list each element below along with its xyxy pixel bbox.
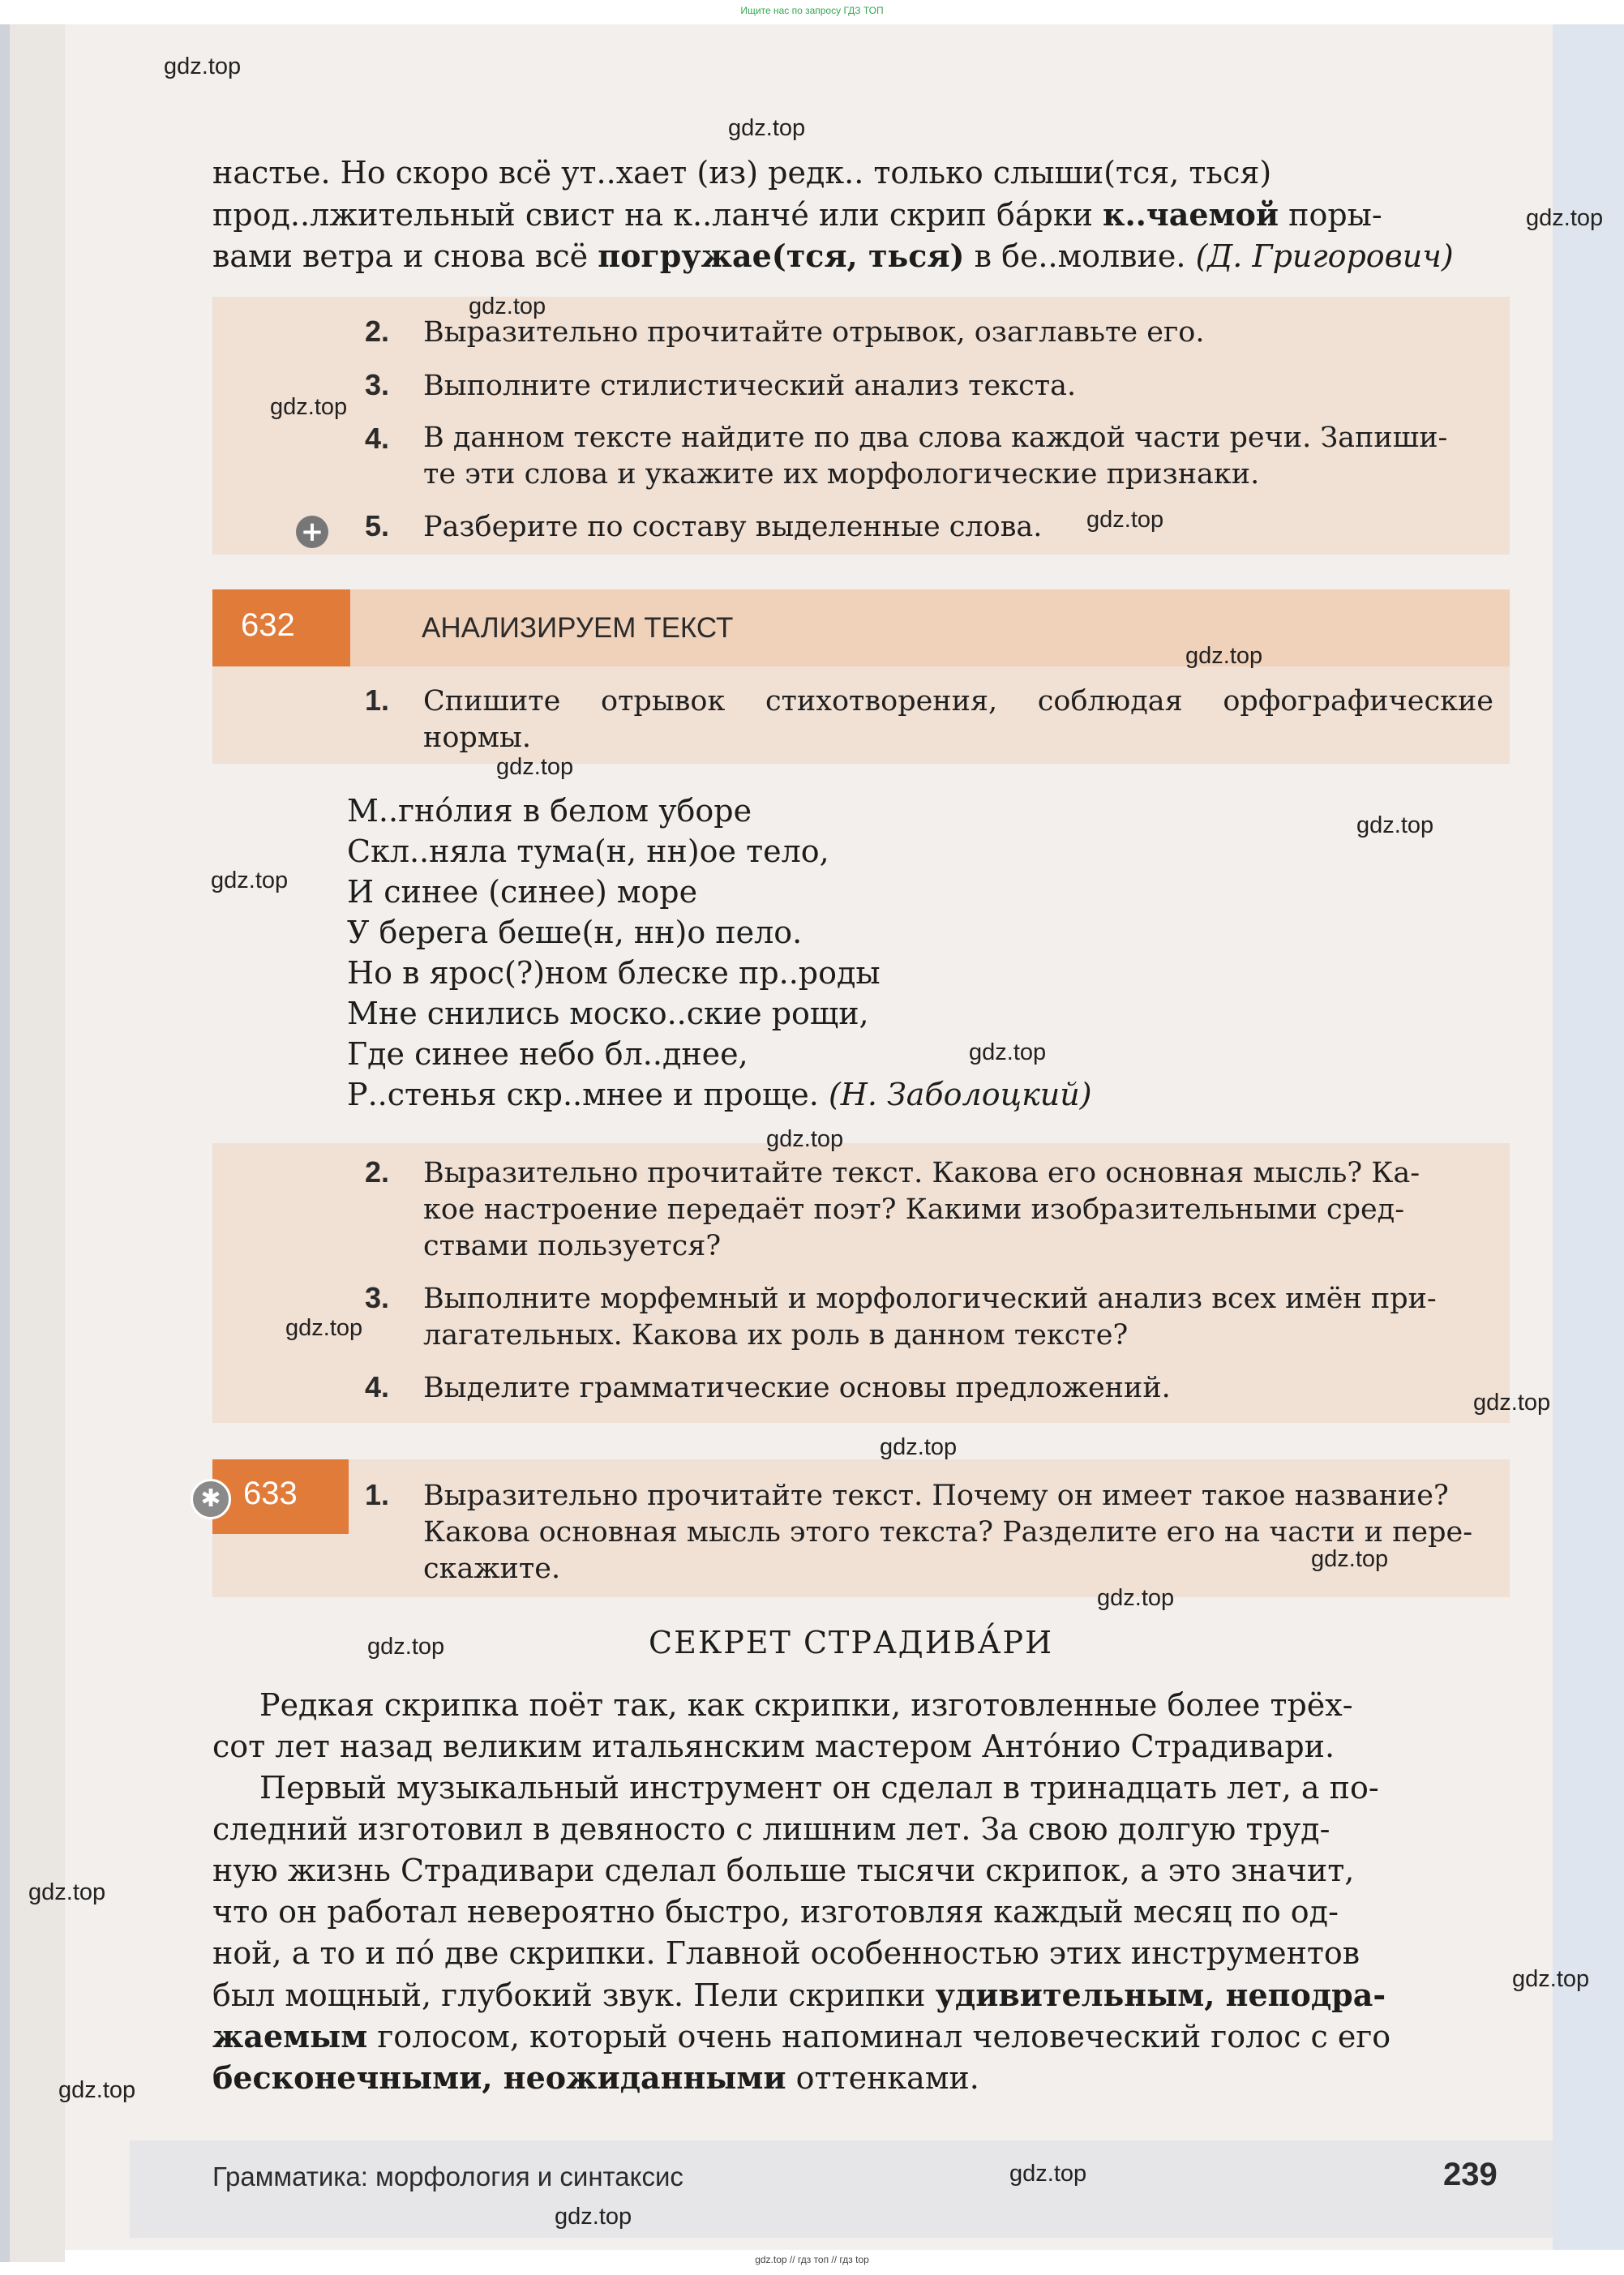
exercise-632-number: 632: [241, 607, 295, 643]
story-para2-line8: бесконечными, неожиданными оттенками.: [212, 2059, 979, 2096]
task-number: 1.: [365, 683, 390, 717]
watermark: gdz.top: [1526, 205, 1604, 231]
poem-line: Мне снились моско..ские рощи,: [347, 996, 869, 1031]
task-number: 4.: [365, 1370, 390, 1403]
bold-word: жаемым: [212, 2018, 368, 2054]
task-text: нормы.: [423, 722, 532, 754]
watermark: gdz.top: [1086, 507, 1164, 533]
task-text: Выполните стилистический анализ текста.: [423, 370, 1077, 402]
author: (Н. Заболоцкий): [828, 1077, 1092, 1112]
story-para1-line1: Редкая скрипка поёт так, как скрипки, изготовленные более трёх-: [259, 1687, 1353, 1723]
top-banner[interactable]: Ищите нас по запросу ГДЗ ТОП: [740, 5, 884, 16]
exercise-632-number-box: [212, 589, 350, 666]
watermark: gdz.top: [555, 2204, 632, 2230]
task-text: Выделите грамматические основы предложений.: [423, 1372, 1171, 1404]
exercise-633-number: 633: [243, 1476, 298, 1511]
task-text: кое настроение передаёт поэт? Какими изобразительными сред-: [423, 1193, 1405, 1226]
task-text: Какова основная мысль этого текста? Разделите его на части и пере-: [423, 1516, 1473, 1549]
task-text: те эти слова и укажите их морфологические признаки.: [423, 458, 1260, 491]
watermark: gdz.top: [1311, 1546, 1389, 1572]
bottom-banner: gdz.top // гдз топ // гдз top: [755, 2254, 869, 2265]
watermark: gdz.top: [469, 293, 546, 319]
poem-line: Скл..няла тума(н, нн)ое тело,: [347, 833, 829, 869]
watermark: gdz.top: [496, 754, 574, 780]
story-para2-line1: Первый музыкальный инструмент он сделал в тринадцать лет, а по-: [259, 1770, 1379, 1806]
poem-line: Но в ярос(?)ном блеске пр..роды: [347, 955, 881, 991]
plus-circle-icon: +: [296, 516, 328, 548]
story-para2-line5: ной, а то и по́ две скрипки. Главной особенностью этих инструментов: [212, 1935, 1360, 1971]
watermark: gdz.top: [164, 54, 242, 79]
task-number: 5.: [365, 509, 390, 542]
story-para2-line3: ную жизнь Страдивари сделал больше тысячи скрипок, а это значит,: [212, 1853, 1355, 1888]
watermark: gdz.top: [1512, 1966, 1590, 1992]
task-number: 4.: [365, 422, 390, 455]
watermark: gdz.top: [28, 1879, 106, 1905]
poem-line: М..гно́лия в белом уборе: [347, 793, 752, 829]
task-number: 3.: [365, 368, 390, 401]
watermark: gdz.top: [1473, 1390, 1551, 1416]
left-margin: [0, 24, 65, 2262]
watermark: gdz.top: [270, 394, 348, 420]
story-para2-line2: следний изготовил в девяносто с лишним лет. За свою долгую труд-: [212, 1811, 1330, 1847]
task-text: лагательных. Какова их роль в данном тексте?: [423, 1319, 1129, 1352]
task-text: Выразительно прочитайте текст. Почему он имеет такое название?: [423, 1480, 1449, 1512]
poem-line-last: Р..стенья скр..мнее и проще. (Н. Заболоцкий): [347, 1077, 1092, 1112]
task-number: 2.: [365, 315, 390, 348]
watermark: gdz.top: [285, 1315, 363, 1341]
watermark: gdz.top: [969, 1039, 1047, 1065]
watermark: gdz.top: [1097, 1585, 1175, 1611]
task-text: Спишите отрывок стихотворения, соблюдая орфографические: [423, 685, 1493, 718]
bold-word: к..чаемой: [1103, 196, 1279, 233]
story-para1-line2: сот лет назад великим итальянским мастером Анто́нио Страдивари.: [212, 1729, 1335, 1764]
page-number: 239: [1443, 2157, 1498, 2192]
story-para2-line4: что он работал невероятно быстро, изготовляя каждый месяц по од-: [212, 1894, 1339, 1930]
bold-word: погружае(тся, ться): [598, 238, 965, 274]
watermark: gdz.top: [728, 115, 806, 141]
story-para2-line6: был мощный, глубокий звук. Пели скрипки удивительным, неподра-: [212, 1977, 1386, 2013]
watermark: gdz.top: [880, 1434, 958, 1460]
task-number: 2.: [365, 1155, 390, 1189]
task-number: 1.: [365, 1478, 390, 1511]
task-text: скажите.: [423, 1553, 561, 1585]
watermark: gdz.top: [1356, 812, 1434, 838]
task-text: В данном тексте найдите по два слова каждой части речи. Запиши-: [423, 422, 1448, 454]
intro-line-1: настье. Но скоро всё ут..хает (из) редк.. только слыши(тся, ться): [212, 155, 1272, 191]
story-title: СЕКРЕТ СТРАДИВА́РИ: [649, 1625, 1054, 1660]
watermark: gdz.top: [1185, 643, 1263, 669]
watermark: gdz.top: [766, 1126, 844, 1152]
watermark: gdz.top: [58, 2077, 136, 2103]
right-shade: [1553, 24, 1624, 2250]
exercise-632-title: АНАЛИЗИРУЕМ ТЕКСТ: [422, 612, 734, 644]
bold-word: удивительным, неподра-: [935, 1977, 1386, 2013]
poem-line: И синее (синее) море: [347, 874, 698, 910]
intro-line-3: вами ветра и снова всё погружае(тся, ться) в бе..молвие. (Д. Григорович): [212, 238, 1454, 274]
poem-line: У берега беше(н, нн)о пело.: [347, 915, 803, 950]
task-text: Выразительно прочитайте текст. Какова его основная мысль? Ка-: [423, 1157, 1420, 1189]
exercise-632-header: [212, 589, 1510, 666]
bold-word: бесконечными, неожиданными: [212, 2059, 786, 2096]
task-text: ствами пользуется?: [423, 1230, 722, 1262]
task-number: 3.: [365, 1281, 390, 1314]
asterisk-circle-icon: ✱: [191, 1479, 231, 1519]
watermark: gdz.top: [1009, 2161, 1087, 2187]
author: (Д. Григорович): [1195, 238, 1454, 274]
task-text: Разберите по составу выделенные слова.: [423, 511, 1043, 543]
footer-section-title: Грамматика: морфология и синтаксис: [212, 2161, 683, 2191]
intro-line-2: прод..лжительный свист на к..ланче́ или скрип ба́рки к..чаемой поры-: [212, 196, 1382, 233]
watermark: gdz.top: [211, 868, 289, 893]
task-text: Выразительно прочитайте отрывок, озаглавьте его.: [423, 316, 1205, 349]
task-text: Выполните морфемный и морфологический анализ всех имён при-: [423, 1283, 1437, 1315]
story-para2-line7: жаемым голосом, который очень напоминал человеческий голос с его: [212, 2018, 1391, 2054]
poem-line: Где синее небо бл..днее,: [347, 1036, 748, 1072]
watermark: gdz.top: [367, 1634, 445, 1660]
left-margin-edge: [0, 24, 10, 2262]
